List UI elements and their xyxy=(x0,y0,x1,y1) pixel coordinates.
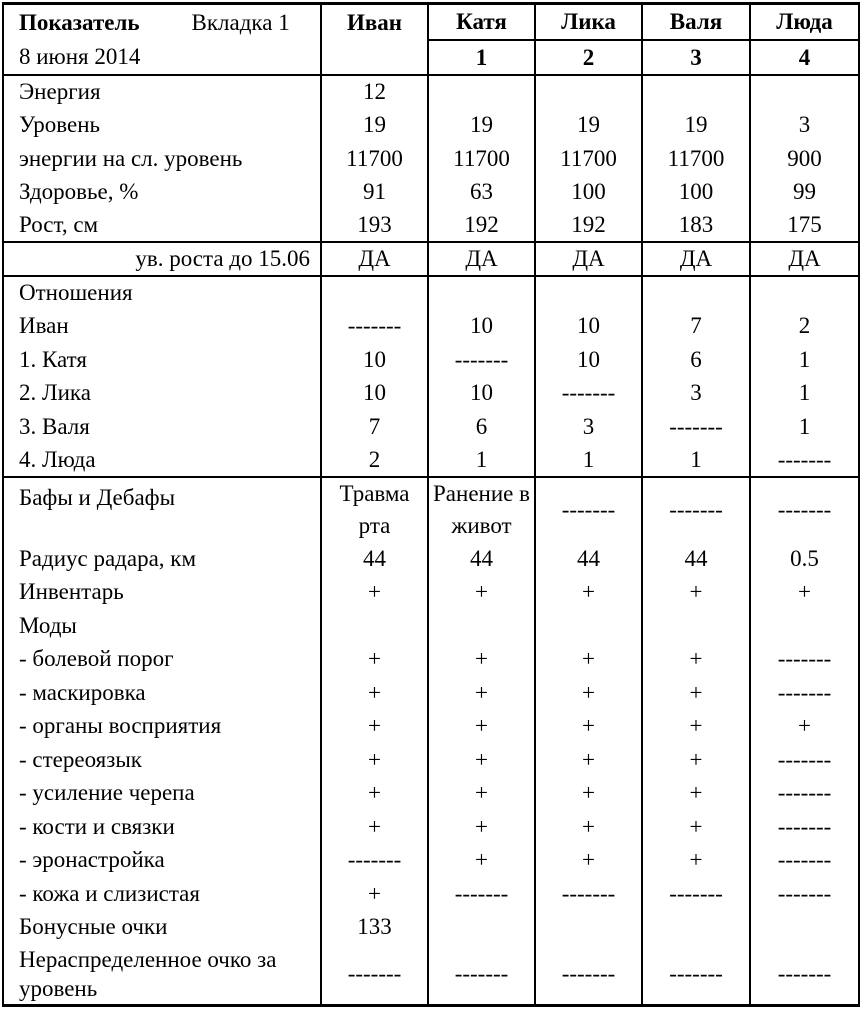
row-cell: + xyxy=(321,810,428,844)
row-label: Уровень xyxy=(3,108,321,142)
row-cell: 10 xyxy=(321,343,428,377)
row-cell: + xyxy=(321,743,428,777)
table-row xyxy=(3,676,859,710)
row-label: Бафы и Дебафы xyxy=(3,477,321,542)
row-cell: 2 xyxy=(750,309,859,343)
row-cell: ------- xyxy=(321,944,428,1006)
row-cell: 10 xyxy=(535,343,642,377)
row-cell: 3 xyxy=(750,108,859,142)
row-cell: + xyxy=(428,843,535,877)
table-row xyxy=(3,343,859,377)
row-cell: 19 xyxy=(321,108,428,142)
row-cell: + xyxy=(428,676,535,710)
row-cell: + xyxy=(535,810,642,844)
row-cell: ------- xyxy=(642,477,750,542)
row-cell: ------- xyxy=(750,944,859,1006)
row-cell: 63 xyxy=(428,175,535,209)
row-cell: ------- xyxy=(428,944,535,1006)
row-cell: + xyxy=(642,709,750,743)
row-cell: + xyxy=(321,709,428,743)
row-cell: + xyxy=(535,575,642,609)
row-cell: 1 xyxy=(750,410,859,444)
row-cell xyxy=(642,910,750,944)
row-cell xyxy=(750,75,859,109)
row-cell: + xyxy=(750,575,859,609)
row-cell: ------- xyxy=(750,877,859,911)
row-cell: 183 xyxy=(642,209,750,243)
row-cell: + xyxy=(642,776,750,810)
row-cell: 1 xyxy=(535,443,642,477)
row-cell: + xyxy=(428,642,535,676)
row-label: Отношения xyxy=(3,276,321,310)
row-cell: Травма рта xyxy=(321,477,428,542)
row-cell: 44 xyxy=(642,542,750,576)
row-cell: + xyxy=(428,810,535,844)
row-cell: 91 xyxy=(321,175,428,209)
row-label: Энергия xyxy=(3,75,321,109)
row-label: - кости и связки xyxy=(3,810,321,844)
row-cell: 7 xyxy=(321,410,428,444)
row-cell: 44 xyxy=(428,542,535,576)
table-row xyxy=(3,376,859,410)
row-cell xyxy=(750,910,859,944)
row-cell: + xyxy=(535,743,642,777)
row-cell: ------- xyxy=(535,944,642,1006)
row-cell xyxy=(428,75,535,109)
row-cell: 193 xyxy=(321,209,428,243)
row-cell: ------- xyxy=(750,443,859,477)
header-number-4: 4 xyxy=(750,40,859,75)
row-cell: Ранение в живот xyxy=(428,477,535,542)
row-cell: 10 xyxy=(535,309,642,343)
row-cell xyxy=(642,609,750,643)
row-cell: + xyxy=(642,676,750,710)
table-row xyxy=(3,776,859,810)
row-label: 1. Катя xyxy=(3,343,321,377)
row-cell: 19 xyxy=(642,108,750,142)
row-cell: 900 xyxy=(750,142,859,176)
row-cell: 175 xyxy=(750,209,859,243)
header-title: Показатель xyxy=(19,9,140,35)
row-cell: 19 xyxy=(535,108,642,142)
row-label: 2. Лика xyxy=(3,376,321,410)
row-cell: 99 xyxy=(750,175,859,209)
row-cell: 1 xyxy=(750,376,859,410)
row-label: Иван xyxy=(3,309,321,343)
row-cell: 100 xyxy=(642,175,750,209)
row-cell: + xyxy=(321,676,428,710)
table-row xyxy=(3,542,859,576)
row-label: - болевой порог xyxy=(3,642,321,676)
row-cell: ------- xyxy=(428,877,535,911)
row-cell xyxy=(535,75,642,109)
row-cell: + xyxy=(535,843,642,877)
header-name-ivan: Иван xyxy=(321,4,428,75)
row-label: ув. роста до 15.06 xyxy=(3,242,321,276)
row-cell: ------- xyxy=(428,343,535,377)
row-cell: ------- xyxy=(642,410,750,444)
row-cell: 192 xyxy=(535,209,642,243)
table-row xyxy=(3,142,859,176)
row-cell xyxy=(321,609,428,643)
table-row xyxy=(3,877,859,911)
row-cell xyxy=(642,75,750,109)
header-name-lyuda: Люда xyxy=(750,4,859,40)
header-number-3: 3 xyxy=(642,40,750,75)
row-cell: 3 xyxy=(535,410,642,444)
row-cell: 6 xyxy=(428,410,535,444)
row-cell xyxy=(642,276,750,310)
row-cell: ------- xyxy=(750,477,859,542)
row-cell: + xyxy=(642,843,750,877)
row-cell: ДА xyxy=(750,242,859,276)
row-cell: ДА xyxy=(428,242,535,276)
header-date: 8 июня 2014 xyxy=(3,40,321,75)
table-row xyxy=(3,477,859,542)
table-row xyxy=(3,609,859,643)
row-cell: ------- xyxy=(750,676,859,710)
header-row-names xyxy=(3,4,859,40)
row-cell: ДА xyxy=(642,242,750,276)
row-label: 3. Валя xyxy=(3,410,321,444)
header-name-lika: Лика xyxy=(535,4,642,40)
row-cell: + xyxy=(428,709,535,743)
row-cell: 1 xyxy=(642,443,750,477)
row-cell: ------- xyxy=(535,376,642,410)
row-cell: ------- xyxy=(750,642,859,676)
row-cell: 11700 xyxy=(428,142,535,176)
row-cell xyxy=(535,609,642,643)
row-cell xyxy=(535,910,642,944)
row-cell: + xyxy=(642,575,750,609)
row-cell: + xyxy=(321,642,428,676)
row-cell: ------- xyxy=(642,944,750,1006)
header-number-1: 1 xyxy=(428,40,535,75)
row-cell: 7 xyxy=(642,309,750,343)
row-cell xyxy=(750,609,859,643)
row-cell: + xyxy=(321,575,428,609)
row-label: - эронастройка xyxy=(3,843,321,877)
row-label: Здоровье, % xyxy=(3,175,321,209)
row-label: - маскировка xyxy=(3,676,321,710)
row-cell: ------- xyxy=(750,776,859,810)
row-label: энергии на сл. уровень xyxy=(3,142,321,176)
table-row xyxy=(3,709,859,743)
row-cell xyxy=(428,609,535,643)
row-cell: 133 xyxy=(321,910,428,944)
row-cell: + xyxy=(750,709,859,743)
row-cell: ------- xyxy=(750,843,859,877)
row-cell: 0.5 xyxy=(750,542,859,576)
table-row xyxy=(3,910,859,944)
row-label: - органы восприятия xyxy=(3,709,321,743)
header-row-numbers xyxy=(3,40,859,75)
row-cell: ДА xyxy=(321,242,428,276)
row-cell: + xyxy=(321,776,428,810)
row-cell: ------- xyxy=(750,810,859,844)
row-cell: 1 xyxy=(750,343,859,377)
table-row xyxy=(3,75,859,109)
row-label: - усиление черепа xyxy=(3,776,321,810)
table-row xyxy=(3,309,859,343)
row-cell: ------- xyxy=(535,877,642,911)
row-cell: + xyxy=(428,776,535,810)
row-cell: 100 xyxy=(535,175,642,209)
header-number-2: 2 xyxy=(535,40,642,75)
row-cell xyxy=(535,276,642,310)
row-cell xyxy=(750,276,859,310)
table-row xyxy=(3,743,859,777)
row-cell: + xyxy=(642,743,750,777)
table-row xyxy=(3,575,859,609)
row-cell: 2 xyxy=(321,443,428,477)
row-cell: + xyxy=(535,676,642,710)
stats-table xyxy=(2,2,860,1007)
row-cell: 10 xyxy=(428,376,535,410)
table-row xyxy=(3,443,859,477)
row-cell: 44 xyxy=(535,542,642,576)
table-row xyxy=(3,209,859,243)
row-cell: ------- xyxy=(535,477,642,542)
row-cell: + xyxy=(642,642,750,676)
row-label: Моды xyxy=(3,609,321,643)
header-tab: Вкладка 1 xyxy=(191,9,290,35)
row-cell: + xyxy=(535,709,642,743)
row-cell: ДА xyxy=(535,242,642,276)
row-cell: + xyxy=(535,642,642,676)
row-cell: + xyxy=(428,575,535,609)
table-row xyxy=(3,108,859,142)
row-cell: + xyxy=(642,810,750,844)
table-row xyxy=(3,843,859,877)
table-row xyxy=(3,276,859,310)
row-label: Рост, см xyxy=(3,209,321,243)
row-label: Нераспределенное очко за уровень xyxy=(3,944,321,1006)
row-cell: 1 xyxy=(428,443,535,477)
row-label: - стереоязык xyxy=(3,743,321,777)
row-cell: ------- xyxy=(750,743,859,777)
row-cell: ------- xyxy=(642,877,750,911)
row-label: Радиус радара, км xyxy=(3,542,321,576)
row-cell: 11700 xyxy=(535,142,642,176)
row-label: 4. Люда xyxy=(3,443,321,477)
row-cell: 44 xyxy=(321,542,428,576)
row-cell: 12 xyxy=(321,75,428,109)
row-cell: + xyxy=(535,776,642,810)
row-cell: ------- xyxy=(321,309,428,343)
row-cell xyxy=(428,276,535,310)
header-name-katya: Катя xyxy=(428,4,535,40)
row-cell xyxy=(321,276,428,310)
row-cell: + xyxy=(428,743,535,777)
row-label: Инвентарь xyxy=(3,575,321,609)
header-name-valya: Валя xyxy=(642,4,750,40)
row-cell: 10 xyxy=(321,376,428,410)
table-row xyxy=(3,810,859,844)
row-cell: 192 xyxy=(428,209,535,243)
row-label: - кожа и слизистая xyxy=(3,877,321,911)
row-cell: 3 xyxy=(642,376,750,410)
table-row xyxy=(3,175,859,209)
row-cell: 6 xyxy=(642,343,750,377)
row-cell: ------- xyxy=(321,843,428,877)
row-cell: + xyxy=(321,877,428,911)
row-cell: 11700 xyxy=(321,142,428,176)
table-row xyxy=(3,944,859,1006)
table-row xyxy=(3,242,859,276)
row-cell: 11700 xyxy=(642,142,750,176)
table-row xyxy=(3,410,859,444)
row-cell: 19 xyxy=(428,108,535,142)
row-cell: 10 xyxy=(428,309,535,343)
row-label: Бонусные очки xyxy=(3,910,321,944)
row-cell xyxy=(428,910,535,944)
table-row xyxy=(3,642,859,676)
header-title-cell xyxy=(3,4,321,40)
